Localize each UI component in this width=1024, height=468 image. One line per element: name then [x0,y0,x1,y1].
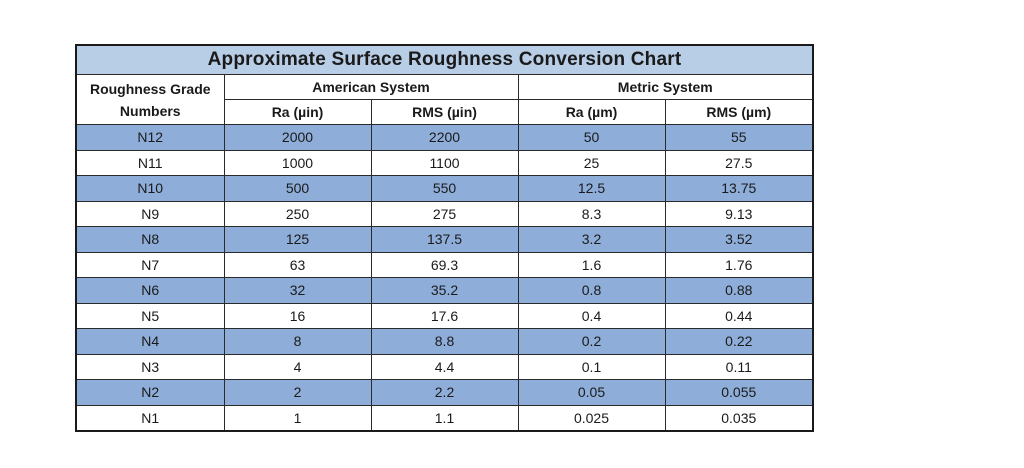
rms-um-cell: 0.44 [665,303,813,329]
rms-uin-header: RMS (µin) [371,100,518,125]
ra-uin-cell: 1 [224,405,371,431]
ra-um-cell: 3.2 [518,227,665,253]
table-row [76,201,813,227]
grade-cell: N1 [76,405,224,431]
grade-cell: N5 [76,303,224,329]
ra-uin-cell: 63 [224,252,371,278]
ra-uin-cell: 32 [224,278,371,304]
american-system-header: American System [224,75,518,100]
rms-um-header: RMS (µm) [665,100,813,125]
rms-uin-cell: 137.5 [371,227,518,253]
table-row [76,329,813,355]
ra-um-cell: 25 [518,150,665,176]
rms-uin-cell: 1.1 [371,405,518,431]
ra-uin-cell: 2 [224,380,371,406]
rms-um-cell: 0.88 [665,278,813,304]
rms-uin-cell: 8.8 [371,329,518,355]
ra-um-cell: 0.2 [518,329,665,355]
rms-uin-cell: 2200 [371,125,518,151]
grade-cell: N6 [76,278,224,304]
table-row [76,278,813,304]
ra-uin-cell: 8 [224,329,371,355]
rms-um-cell: 27.5 [665,150,813,176]
grade-cell: N3 [76,354,224,380]
rms-uin-cell: 4.4 [371,354,518,380]
ra-uin-cell: 2000 [224,125,371,151]
ra-uin-cell: 4 [224,354,371,380]
grade-header-line1: Roughness Grade [89,80,211,97]
ra-um-cell: 12.5 [518,176,665,202]
ra-um-cell: 0.8 [518,278,665,304]
ra-uin-cell: 125 [224,227,371,253]
table-row [76,176,813,202]
ra-um-cell: 0.1 [518,354,665,380]
rms-uin-cell: 35.2 [371,278,518,304]
grade-column-header [76,75,224,125]
rms-um-cell: 1.76 [665,252,813,278]
rms-um-cell: 3.52 [665,227,813,253]
ra-um-cell: 8.3 [518,201,665,227]
ra-uin-cell: 500 [224,176,371,202]
rms-um-cell: 0.11 [665,354,813,380]
table-title: Approximate Surface Roughness Conversion Chart [76,45,813,75]
roughness-conversion-table [75,44,814,432]
grade-cell: N7 [76,252,224,278]
rms-uin-cell: 1100 [371,150,518,176]
rms-uin-cell: 275 [371,201,518,227]
grade-cell: N4 [76,329,224,355]
grade-cell: N10 [76,176,224,202]
rms-uin-cell: 2.2 [371,380,518,406]
rms-uin-cell: 69.3 [371,252,518,278]
table-row [76,303,813,329]
grade-cell: N12 [76,125,224,151]
ra-uin-cell: 16 [224,303,371,329]
grade-cell: N11 [76,150,224,176]
grade-cell: N8 [76,227,224,253]
rms-um-cell: 9.13 [665,201,813,227]
rms-um-cell: 0.055 [665,380,813,406]
ra-um-cell: 50 [518,125,665,151]
metric-system-header: Metric System [518,75,813,100]
table-row [76,380,813,406]
ra-um-cell: 0.05 [518,380,665,406]
rms-um-cell: 0.22 [665,329,813,355]
table-row [76,125,813,151]
table-row [76,252,813,278]
ra-um-header: Ra (µm) [518,100,665,125]
ra-um-cell: 0.025 [518,405,665,431]
table-row [76,227,813,253]
table-row [76,405,813,431]
table-row [76,354,813,380]
ra-uin-cell: 250 [224,201,371,227]
rms-um-cell: 0.035 [665,405,813,431]
rms-um-cell: 13.75 [665,176,813,202]
rms-um-cell: 55 [665,125,813,151]
ra-uin-cell: 1000 [224,150,371,176]
rms-uin-cell: 17.6 [371,303,518,329]
ra-uin-header: Ra (µin) [224,100,371,125]
table-body [76,125,813,432]
ra-um-cell: 1.6 [518,252,665,278]
rms-uin-cell: 550 [371,176,518,202]
grade-cell: N9 [76,201,224,227]
grade-header-line2: Numbers [119,102,181,119]
table-row [76,150,813,176]
ra-um-cell: 0.4 [518,303,665,329]
grade-cell: N2 [76,380,224,406]
